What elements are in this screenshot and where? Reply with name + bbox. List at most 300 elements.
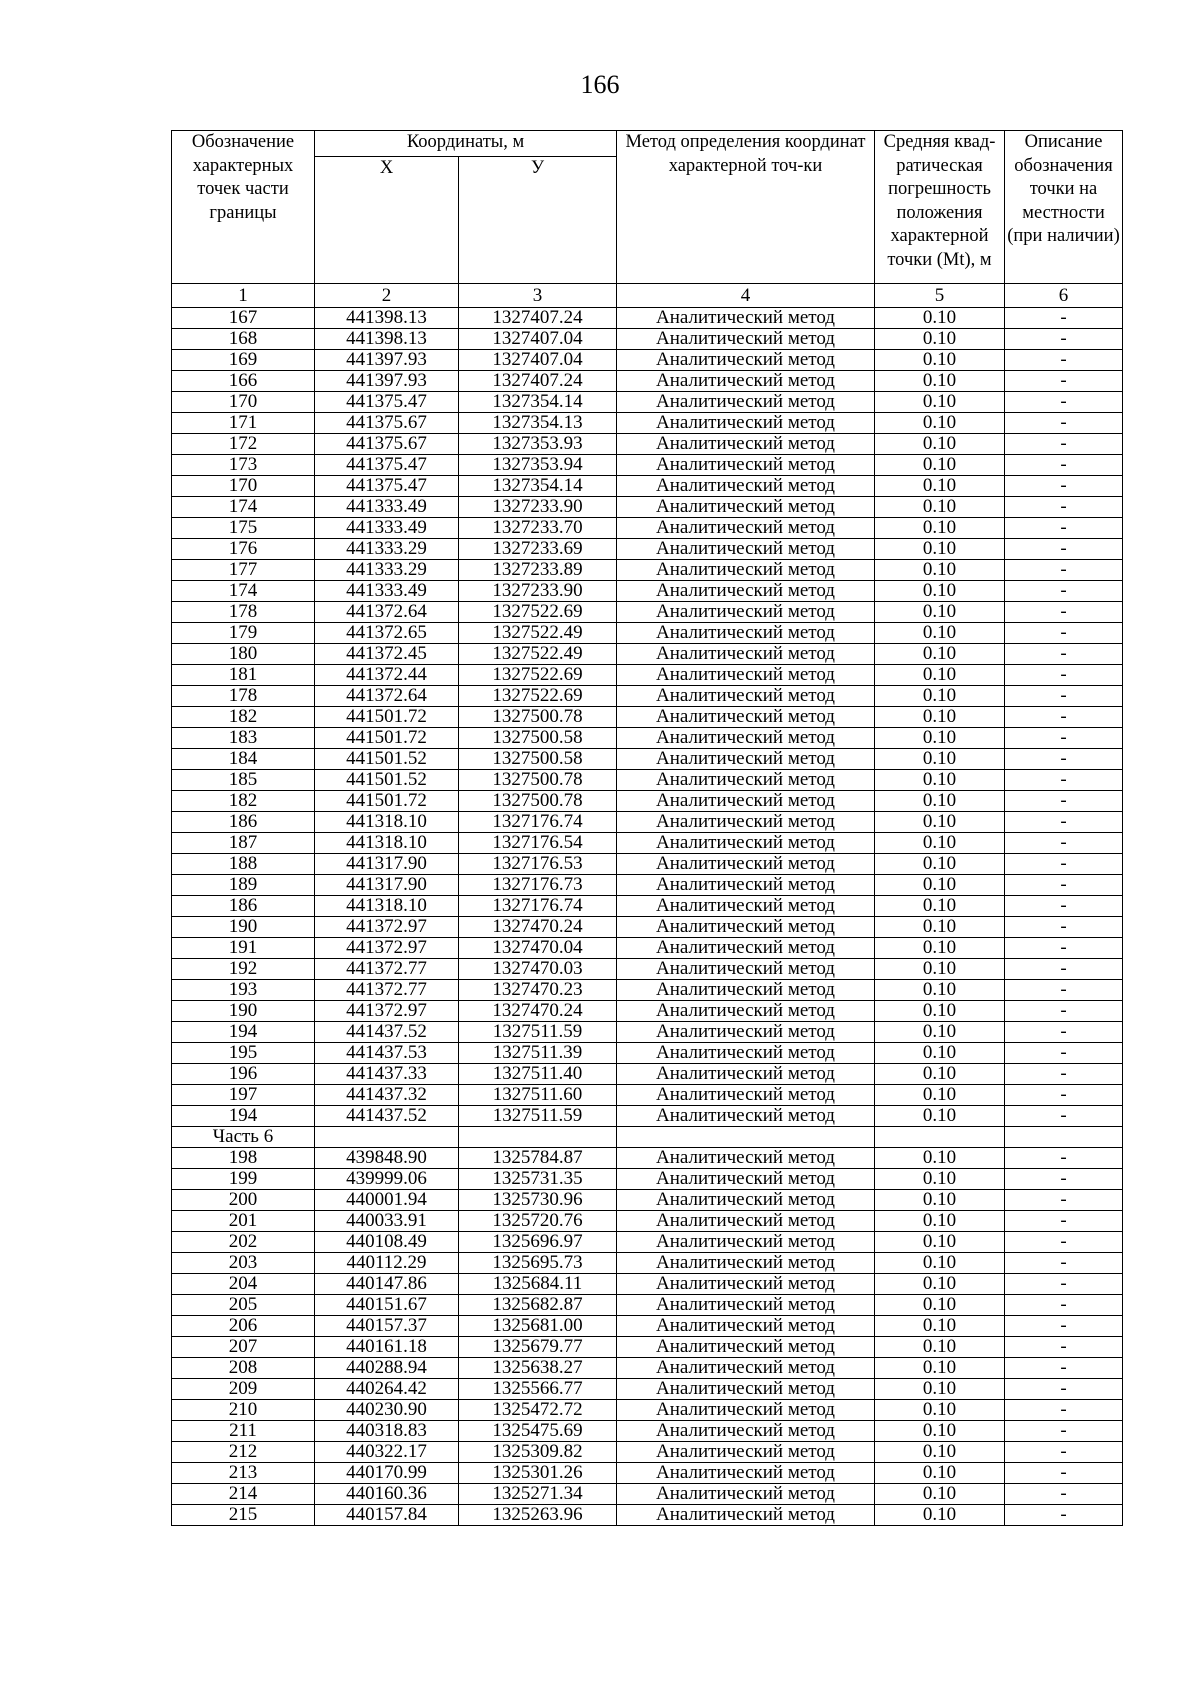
table-row [172, 1316, 1123, 1337]
point-id-cell: 204 [172, 1274, 315, 1295]
table-row [172, 1253, 1123, 1274]
y-coordinate-cell: 1327407.04 [459, 329, 617, 350]
description-cell: - [1005, 1316, 1123, 1337]
point-id-cell: 186 [172, 812, 315, 833]
column-number: 6 [1005, 284, 1123, 308]
method-cell: Аналитический метод [617, 1358, 875, 1379]
x-coordinate-cell: 441437.52 [315, 1106, 459, 1127]
y-coordinate-cell: 1327176.54 [459, 833, 617, 854]
point-id-cell: 174 [172, 581, 315, 602]
x-coordinate-cell: 441372.97 [315, 917, 459, 938]
y-coordinate-cell: 1325681.00 [459, 1316, 617, 1337]
accuracy-cell: 0.10 [875, 329, 1005, 350]
description-cell: - [1005, 665, 1123, 686]
empty-cell [875, 1127, 1005, 1148]
method-cell: Аналитический метод [617, 1421, 875, 1442]
y-coordinate-cell: 1327511.60 [459, 1085, 617, 1106]
table-row [172, 1064, 1123, 1085]
x-coordinate-cell: 441333.49 [315, 518, 459, 539]
description-cell: - [1005, 1253, 1123, 1274]
y-coordinate-cell: 1325263.96 [459, 1505, 617, 1526]
x-coordinate-cell: 440318.83 [315, 1421, 459, 1442]
table-row [172, 1484, 1123, 1505]
x-coordinate-cell: 440288.94 [315, 1358, 459, 1379]
description-cell: - [1005, 1190, 1123, 1211]
y-coordinate-cell: 1327511.40 [459, 1064, 617, 1085]
x-coordinate-cell: 441398.13 [315, 308, 459, 329]
header-accuracy: Средняя квад-ратическая погрешность положения характерной точки (Mt), м [875, 131, 1005, 284]
accuracy-cell: 0.10 [875, 1169, 1005, 1190]
description-cell: - [1005, 602, 1123, 623]
accuracy-cell: 0.10 [875, 350, 1005, 371]
description-cell: - [1005, 413, 1123, 434]
method-cell: Аналитический метод [617, 392, 875, 413]
table-row [172, 329, 1123, 350]
description-cell: - [1005, 1484, 1123, 1505]
table-row [172, 665, 1123, 686]
x-coordinate-cell: 440033.91 [315, 1211, 459, 1232]
point-id-cell: 179 [172, 623, 315, 644]
method-cell: Аналитический метод [617, 1274, 875, 1295]
method-cell: Аналитический метод [617, 434, 875, 455]
point-id-cell: 170 [172, 476, 315, 497]
table-row [172, 518, 1123, 539]
accuracy-cell: 0.10 [875, 791, 1005, 812]
description-cell: - [1005, 959, 1123, 980]
x-coordinate-cell: 441501.52 [315, 770, 459, 791]
x-coordinate-cell: 441397.93 [315, 371, 459, 392]
y-coordinate-cell: 1327354.14 [459, 476, 617, 497]
y-coordinate-cell: 1325784.87 [459, 1148, 617, 1169]
accuracy-cell: 0.10 [875, 1463, 1005, 1484]
accuracy-cell: 0.10 [875, 560, 1005, 581]
x-coordinate-cell: 441437.53 [315, 1043, 459, 1064]
description-cell: - [1005, 1379, 1123, 1400]
description-cell: - [1005, 1232, 1123, 1253]
point-id-cell: 172 [172, 434, 315, 455]
empty-cell [1005, 1127, 1123, 1148]
table-row [172, 623, 1123, 644]
y-coordinate-cell: 1327500.58 [459, 728, 617, 749]
y-coordinate-cell: 1325720.76 [459, 1211, 617, 1232]
point-id-cell: 170 [172, 392, 315, 413]
method-cell: Аналитический метод [617, 770, 875, 791]
point-id-cell: 171 [172, 413, 315, 434]
table-row [172, 1421, 1123, 1442]
x-coordinate-cell: 441372.64 [315, 686, 459, 707]
column-number-row [172, 284, 1123, 308]
table-row [172, 1463, 1123, 1484]
description-cell: - [1005, 980, 1123, 1001]
x-coordinate-cell: 440151.67 [315, 1295, 459, 1316]
accuracy-cell: 0.10 [875, 644, 1005, 665]
method-cell: Аналитический метод [617, 644, 875, 665]
y-coordinate-cell: 1327522.49 [459, 644, 617, 665]
y-coordinate-cell: 1327500.78 [459, 707, 617, 728]
point-id-cell: 166 [172, 371, 315, 392]
table-row [172, 308, 1123, 329]
part-label: Часть 6 [172, 1127, 315, 1148]
empty-cell [459, 1127, 617, 1148]
accuracy-cell: 0.10 [875, 1316, 1005, 1337]
method-cell: Аналитический метод [617, 1484, 875, 1505]
x-coordinate-cell: 441372.77 [315, 980, 459, 1001]
table-row [172, 854, 1123, 875]
point-id-cell: 213 [172, 1463, 315, 1484]
accuracy-cell: 0.10 [875, 1295, 1005, 1316]
y-coordinate-cell: 1327407.24 [459, 371, 617, 392]
description-cell: - [1005, 1169, 1123, 1190]
point-id-cell: 175 [172, 518, 315, 539]
description-cell: - [1005, 392, 1123, 413]
description-cell: - [1005, 749, 1123, 770]
method-cell: Аналитический метод [617, 1043, 875, 1064]
table-body [172, 284, 1123, 1526]
x-coordinate-cell: 440001.94 [315, 1190, 459, 1211]
description-cell: - [1005, 896, 1123, 917]
point-id-cell: 173 [172, 455, 315, 476]
method-cell: Аналитический метод [617, 1022, 875, 1043]
x-coordinate-cell: 441501.72 [315, 791, 459, 812]
table-row [172, 980, 1123, 1001]
x-coordinate-cell: 440170.99 [315, 1463, 459, 1484]
description-cell: - [1005, 770, 1123, 791]
y-coordinate-cell: 1325472.72 [459, 1400, 617, 1421]
point-id-cell: 198 [172, 1148, 315, 1169]
y-coordinate-cell: 1327233.69 [459, 539, 617, 560]
accuracy-cell: 0.10 [875, 665, 1005, 686]
point-id-cell: 186 [172, 896, 315, 917]
x-coordinate-cell: 441372.45 [315, 644, 459, 665]
accuracy-cell: 0.10 [875, 770, 1005, 791]
x-coordinate-cell: 441333.29 [315, 539, 459, 560]
method-cell: Аналитический метод [617, 1190, 875, 1211]
description-cell: - [1005, 1148, 1123, 1169]
description-cell: - [1005, 497, 1123, 518]
description-cell: - [1005, 812, 1123, 833]
description-cell: - [1005, 560, 1123, 581]
method-cell: Аналитический метод [617, 413, 875, 434]
description-cell: - [1005, 623, 1123, 644]
method-cell: Аналитический метод [617, 1148, 875, 1169]
method-cell: Аналитический метод [617, 959, 875, 980]
point-id-cell: 189 [172, 875, 315, 896]
point-id-cell: 200 [172, 1190, 315, 1211]
description-cell: - [1005, 581, 1123, 602]
accuracy-cell: 0.10 [875, 476, 1005, 497]
accuracy-cell: 0.10 [875, 539, 1005, 560]
table-row [172, 938, 1123, 959]
accuracy-cell: 0.10 [875, 413, 1005, 434]
point-id-cell: 169 [172, 350, 315, 371]
y-coordinate-cell: 1327522.69 [459, 665, 617, 686]
table-row [172, 917, 1123, 938]
header-point-designation: Обозначение характерных точек части границы [172, 131, 315, 284]
method-cell: Аналитический метод [617, 1337, 875, 1358]
method-cell: Аналитический метод [617, 1379, 875, 1400]
accuracy-cell: 0.10 [875, 581, 1005, 602]
accuracy-cell: 0.10 [875, 497, 1005, 518]
accuracy-cell: 0.10 [875, 1337, 1005, 1358]
table-row [172, 1106, 1123, 1127]
method-cell: Аналитический метод [617, 581, 875, 602]
table-row [172, 644, 1123, 665]
accuracy-cell: 0.10 [875, 1085, 1005, 1106]
y-coordinate-cell: 1327470.23 [459, 980, 617, 1001]
point-id-cell: 212 [172, 1442, 315, 1463]
description-cell: - [1005, 371, 1123, 392]
method-cell: Аналитический метод [617, 1001, 875, 1022]
description-cell: - [1005, 1505, 1123, 1526]
method-cell: Аналитический метод [617, 1400, 875, 1421]
table-row [172, 686, 1123, 707]
method-cell: Аналитический метод [617, 728, 875, 749]
accuracy-cell: 0.10 [875, 602, 1005, 623]
description-cell: - [1005, 539, 1123, 560]
description-cell: - [1005, 1211, 1123, 1232]
point-id-cell: 196 [172, 1064, 315, 1085]
table-row [172, 1274, 1123, 1295]
y-coordinate-cell: 1325731.35 [459, 1169, 617, 1190]
point-id-cell: 195 [172, 1043, 315, 1064]
point-id-cell: 168 [172, 329, 315, 350]
method-cell: Аналитический метод [617, 707, 875, 728]
accuracy-cell: 0.10 [875, 371, 1005, 392]
description-cell: - [1005, 1295, 1123, 1316]
x-coordinate-cell: 441375.67 [315, 413, 459, 434]
point-id-cell: 194 [172, 1106, 315, 1127]
method-cell: Аналитический метод [617, 875, 875, 896]
method-cell: Аналитический метод [617, 1232, 875, 1253]
accuracy-cell: 0.10 [875, 896, 1005, 917]
point-id-cell: 167 [172, 308, 315, 329]
x-coordinate-cell: 441501.72 [315, 707, 459, 728]
accuracy-cell: 0.10 [875, 980, 1005, 1001]
accuracy-cell: 0.10 [875, 1022, 1005, 1043]
x-coordinate-cell: 440108.49 [315, 1232, 459, 1253]
x-coordinate-cell: 440157.84 [315, 1505, 459, 1526]
table-row [172, 371, 1123, 392]
description-cell: - [1005, 1337, 1123, 1358]
x-coordinate-cell: 441333.49 [315, 581, 459, 602]
accuracy-cell: 0.10 [875, 1001, 1005, 1022]
description-cell: - [1005, 1421, 1123, 1442]
table-row [172, 812, 1123, 833]
method-cell: Аналитический метод [617, 1253, 875, 1274]
table-row [172, 434, 1123, 455]
accuracy-cell: 0.10 [875, 1442, 1005, 1463]
column-number: 3 [459, 284, 617, 308]
y-coordinate-cell: 1327522.69 [459, 602, 617, 623]
table-row [172, 1085, 1123, 1106]
description-cell: - [1005, 476, 1123, 497]
point-id-cell: 178 [172, 686, 315, 707]
table-row [172, 875, 1123, 896]
y-coordinate-cell: 1327233.70 [459, 518, 617, 539]
description-cell: - [1005, 1442, 1123, 1463]
method-cell: Аналитический метод [617, 1169, 875, 1190]
y-coordinate-cell: 1327470.24 [459, 1001, 617, 1022]
description-cell: - [1005, 854, 1123, 875]
point-id-cell: 202 [172, 1232, 315, 1253]
y-coordinate-cell: 1325696.97 [459, 1232, 617, 1253]
accuracy-cell: 0.10 [875, 1043, 1005, 1064]
x-coordinate-cell: 440112.29 [315, 1253, 459, 1274]
y-coordinate-cell: 1327522.49 [459, 623, 617, 644]
method-cell: Аналитический метод [617, 917, 875, 938]
description-cell: - [1005, 455, 1123, 476]
description-cell: - [1005, 350, 1123, 371]
point-id-cell: 199 [172, 1169, 315, 1190]
method-cell: Аналитический метод [617, 1211, 875, 1232]
y-coordinate-cell: 1325638.27 [459, 1358, 617, 1379]
point-id-cell: 181 [172, 665, 315, 686]
y-coordinate-cell: 1327470.03 [459, 959, 617, 980]
x-coordinate-cell: 439848.90 [315, 1148, 459, 1169]
method-cell: Аналитический метод [617, 854, 875, 875]
x-coordinate-cell: 441437.33 [315, 1064, 459, 1085]
method-cell: Аналитический метод [617, 1316, 875, 1337]
x-coordinate-cell: 441372.44 [315, 665, 459, 686]
point-id-cell: 182 [172, 791, 315, 812]
table-row [172, 1505, 1123, 1526]
description-cell: - [1005, 1400, 1123, 1421]
method-cell: Аналитический метод [617, 896, 875, 917]
description-cell: - [1005, 938, 1123, 959]
y-coordinate-cell: 1325679.77 [459, 1337, 617, 1358]
method-cell: Аналитический метод [617, 791, 875, 812]
table-row [172, 1001, 1123, 1022]
point-id-cell: 194 [172, 1022, 315, 1043]
column-number: 1 [172, 284, 315, 308]
y-coordinate-cell: 1327407.04 [459, 350, 617, 371]
point-id-cell: 197 [172, 1085, 315, 1106]
description-cell: - [1005, 791, 1123, 812]
point-id-cell: 185 [172, 770, 315, 791]
method-cell: Аналитический метод [617, 686, 875, 707]
x-coordinate-cell: 441398.13 [315, 329, 459, 350]
method-cell: Аналитический метод [617, 602, 875, 623]
description-cell: - [1005, 1463, 1123, 1484]
y-coordinate-cell: 1325695.73 [459, 1253, 617, 1274]
description-cell: - [1005, 686, 1123, 707]
y-coordinate-cell: 1327511.59 [459, 1022, 617, 1043]
accuracy-cell: 0.10 [875, 1274, 1005, 1295]
x-coordinate-cell: 441372.77 [315, 959, 459, 980]
accuracy-cell: 0.10 [875, 392, 1005, 413]
x-coordinate-cell: 441501.72 [315, 728, 459, 749]
table-row [172, 1232, 1123, 1253]
y-coordinate-cell: 1327353.93 [459, 434, 617, 455]
table-row [172, 1358, 1123, 1379]
point-id-cell: 183 [172, 728, 315, 749]
accuracy-cell: 0.10 [875, 1400, 1005, 1421]
column-number: 4 [617, 284, 875, 308]
point-id-cell: 178 [172, 602, 315, 623]
table-row [172, 1400, 1123, 1421]
x-coordinate-cell: 441333.29 [315, 560, 459, 581]
part-row [172, 1127, 1123, 1148]
description-cell: - [1005, 434, 1123, 455]
point-id-cell: 208 [172, 1358, 315, 1379]
table-row [172, 1211, 1123, 1232]
y-coordinate-cell: 1327511.39 [459, 1043, 617, 1064]
y-coordinate-cell: 1325271.34 [459, 1484, 617, 1505]
accuracy-cell: 0.10 [875, 1232, 1005, 1253]
description-cell: - [1005, 1022, 1123, 1043]
x-coordinate-cell: 441372.65 [315, 623, 459, 644]
description-cell: - [1005, 1106, 1123, 1127]
accuracy-cell: 0.10 [875, 1064, 1005, 1085]
accuracy-cell: 0.10 [875, 938, 1005, 959]
coordinates-table [171, 130, 1123, 1526]
x-coordinate-cell: 441375.47 [315, 392, 459, 413]
description-cell: - [1005, 308, 1123, 329]
table-row [172, 1295, 1123, 1316]
accuracy-cell: 0.10 [875, 1106, 1005, 1127]
y-coordinate-cell: 1325309.82 [459, 1442, 617, 1463]
y-coordinate-cell: 1327176.53 [459, 854, 617, 875]
method-cell: Аналитический метод [617, 812, 875, 833]
y-coordinate-cell: 1327233.90 [459, 497, 617, 518]
accuracy-cell: 0.10 [875, 434, 1005, 455]
point-id-cell: 187 [172, 833, 315, 854]
table-row [172, 1169, 1123, 1190]
description-cell: - [1005, 728, 1123, 749]
header-coordinates: Координаты, м [315, 131, 617, 157]
y-coordinate-cell: 1327176.73 [459, 875, 617, 896]
method-cell: Аналитический метод [617, 1295, 875, 1316]
y-coordinate-cell: 1327470.04 [459, 938, 617, 959]
description-cell: - [1005, 644, 1123, 665]
x-coordinate-cell: 440160.36 [315, 1484, 459, 1505]
empty-cell [315, 1127, 459, 1148]
description-cell: - [1005, 518, 1123, 539]
description-cell: - [1005, 1001, 1123, 1022]
y-coordinate-cell: 1325682.87 [459, 1295, 617, 1316]
y-coordinate-cell: 1325684.11 [459, 1274, 617, 1295]
table-row [172, 728, 1123, 749]
accuracy-cell: 0.10 [875, 518, 1005, 539]
table-row [172, 1148, 1123, 1169]
method-cell: Аналитический метод [617, 938, 875, 959]
accuracy-cell: 0.10 [875, 1379, 1005, 1400]
table-row [172, 1022, 1123, 1043]
table-row [172, 1337, 1123, 1358]
method-cell: Аналитический метод [617, 665, 875, 686]
accuracy-cell: 0.10 [875, 455, 1005, 476]
method-cell: Аналитический метод [617, 539, 875, 560]
x-coordinate-cell: 440157.37 [315, 1316, 459, 1337]
accuracy-cell: 0.10 [875, 875, 1005, 896]
table-row [172, 581, 1123, 602]
y-coordinate-cell: 1325566.77 [459, 1379, 617, 1400]
point-id-cell: 191 [172, 938, 315, 959]
table-row [172, 1190, 1123, 1211]
accuracy-cell: 0.10 [875, 1211, 1005, 1232]
x-coordinate-cell: 441437.52 [315, 1022, 459, 1043]
point-id-cell: 174 [172, 497, 315, 518]
x-coordinate-cell: 441317.90 [315, 854, 459, 875]
x-coordinate-cell: 441318.10 [315, 812, 459, 833]
table-row [172, 770, 1123, 791]
y-coordinate-cell: 1327500.78 [459, 770, 617, 791]
table-row [172, 896, 1123, 917]
method-cell: Аналитический метод [617, 833, 875, 854]
header-x: X [315, 157, 459, 284]
method-cell: Аналитический метод [617, 518, 875, 539]
header-y: У [459, 157, 617, 284]
